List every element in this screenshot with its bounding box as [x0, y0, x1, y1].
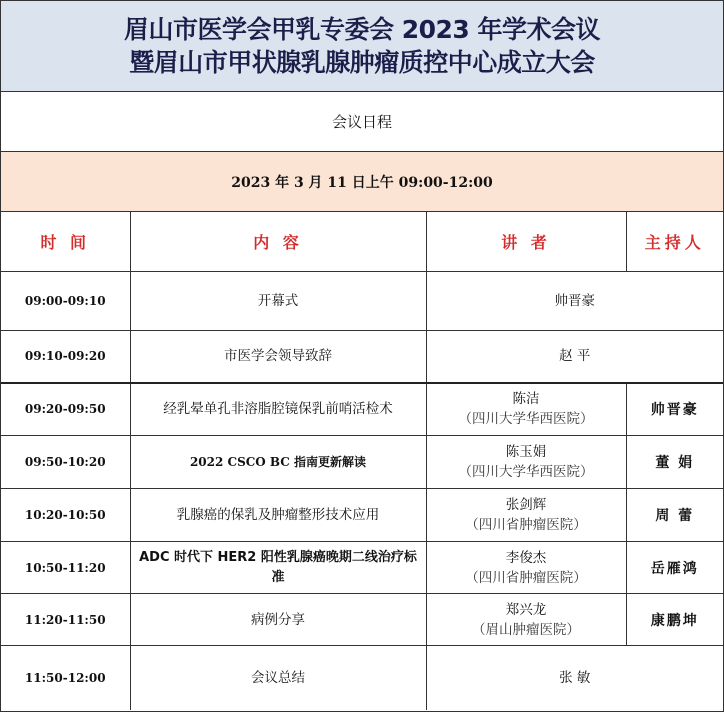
column-header-speaker: 讲 者 — [426, 212, 626, 272]
row-time: 11:20-11:50 — [1, 594, 130, 646]
speaker-affiliation: （四川省肿瘤医院） — [465, 569, 587, 586]
table-row — [1, 594, 723, 646]
row-content: ADC 时代下 HER2 阳性乳腺癌晚期二线治疗标准 — [130, 542, 426, 594]
row-host: 帅晋豪 — [626, 383, 723, 436]
row-time: 10:50-11:20 — [1, 542, 130, 594]
speaker-name: 陈洁 — [512, 391, 540, 408]
row-host: 董 娟 — [626, 436, 723, 489]
speaker-name: 陈玉娟 — [505, 444, 547, 460]
row-speaker — [426, 594, 626, 646]
row-speaker — [426, 331, 723, 383]
table-row — [1, 542, 723, 594]
title-line-1: 眉山市医学会甲乳专委会 2023 年学术会议 — [124, 15, 600, 44]
table-row — [1, 646, 723, 710]
row-host: 康鹏坤 — [626, 594, 723, 646]
row-speaker — [426, 489, 626, 542]
row-speaker — [426, 646, 723, 710]
row-speaker — [426, 436, 626, 489]
row-content: 乳腺癌的保乳及肿瘤整形技术应用 — [130, 489, 426, 542]
row-time: 09:00-09:10 — [1, 272, 130, 331]
row-content: 开幕式 — [130, 272, 426, 331]
row-content: 病例分享 — [130, 594, 426, 646]
speaker-name: 张 敏 — [559, 669, 591, 686]
table-header-row — [1, 212, 723, 272]
speaker-name: 张剑辉 — [505, 497, 547, 513]
row-time: 10:20-10:50 — [1, 489, 130, 542]
column-header-host: 主持人 — [626, 212, 723, 272]
row-time: 09:50-10:20 — [1, 436, 130, 489]
row-time: 09:10-09:20 — [1, 331, 130, 383]
row-speaker — [426, 272, 723, 331]
table-row — [1, 383, 723, 436]
speaker-affiliation: （眉山肿瘤医院） — [472, 621, 580, 638]
row-content: 市医学会领导致辞 — [130, 331, 426, 383]
speaker-name: 郑兴龙 — [505, 601, 547, 618]
row-speaker — [426, 542, 626, 594]
row-time: 09:20-09:50 — [1, 383, 130, 436]
row-content: 会议总结 — [130, 646, 426, 710]
agenda-label: 会议日程 — [1, 92, 723, 152]
row-content: 2022 CSCO BC 指南更新解读 — [130, 436, 426, 489]
row-host: 岳雁鸿 — [626, 542, 723, 594]
agenda-table — [1, 212, 723, 710]
column-header-time: 时 间 — [1, 212, 130, 272]
session-date: 2023 年 3 月 11 日上午 09:00-12:00 — [1, 152, 723, 212]
table-row — [1, 436, 723, 489]
table-row — [1, 489, 723, 542]
speaker-affiliation: （四川大学华西医院） — [458, 411, 594, 428]
row-time: 11:50-12:00 — [1, 646, 130, 710]
speaker-name: 李俊杰 — [505, 549, 547, 566]
document-title — [1, 1, 723, 92]
row-host: 周 蕾 — [626, 489, 723, 542]
speaker-affiliation: （四川大学华西医院） — [458, 464, 594, 480]
column-header-content: 内 容 — [130, 212, 426, 272]
speaker-affiliation: （四川省肿瘤医院） — [465, 517, 587, 533]
row-content: 经乳晕单孔非溶脂腔镜保乳前哨活检术 — [130, 383, 426, 436]
title-line-2: 暨眉山市甲状腺乳腺肿瘤质控中心成立大会 — [129, 48, 595, 77]
table-row — [1, 331, 723, 383]
table-row — [1, 272, 723, 331]
speaker-name: 帅晋豪 — [554, 293, 595, 309]
speaker-name: 赵 平 — [559, 348, 591, 365]
row-speaker — [426, 383, 626, 436]
